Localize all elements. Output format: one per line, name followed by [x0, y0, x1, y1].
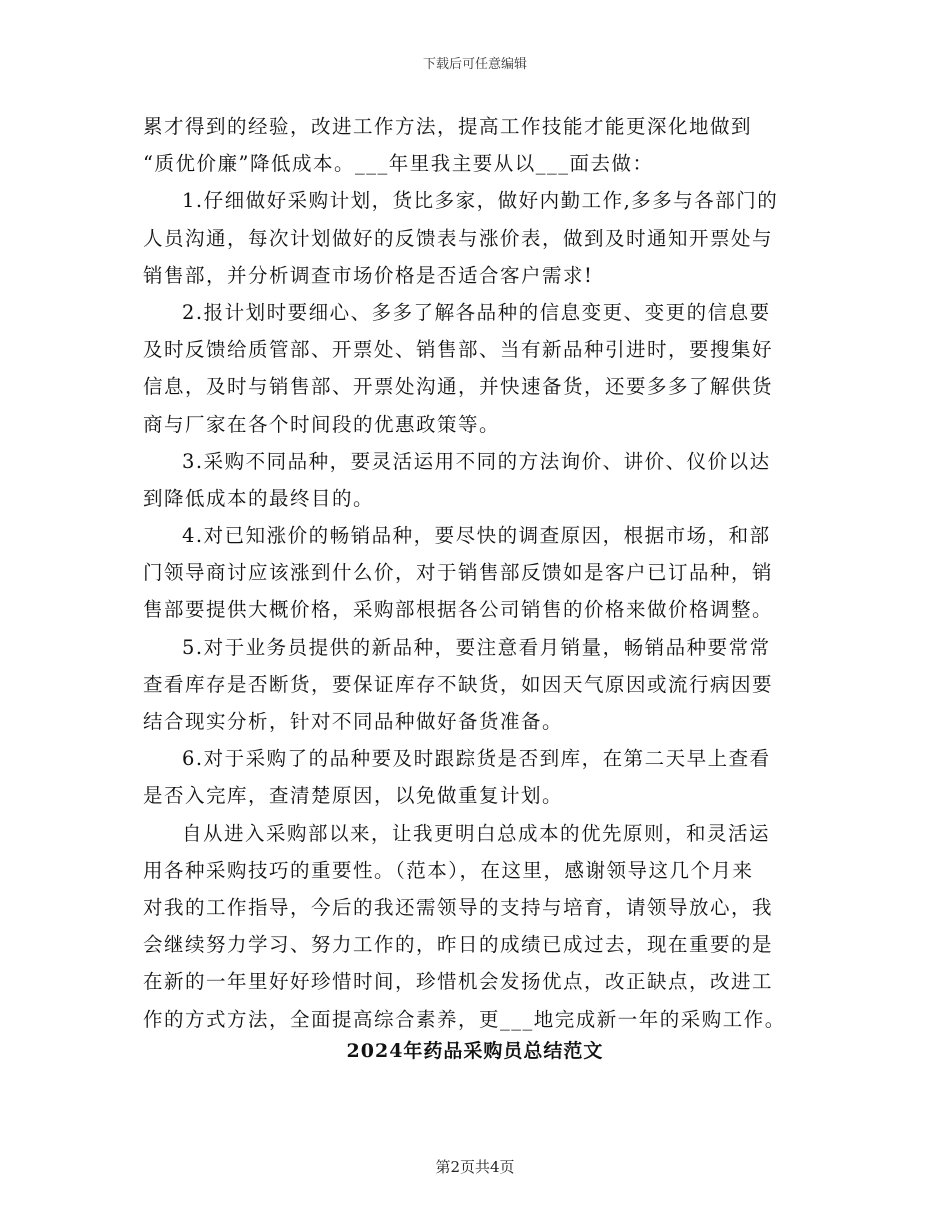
text-line: 在新的一年里好好珍惜时间，珍惜机会发扬优点，改正缺点，改进工: [143, 970, 774, 994]
text-line: 累才得到的经验，改进工作方法，提高工作技能才能更深化地做到: [143, 115, 753, 138]
text-line: 6.对于采购了的品种要及时跟踪货是否到库，在第二天早上查看: [182, 747, 771, 771]
text-line: 门领导商讨应该涨到什么价，对于销售部反馈如是客户已订品种，销: [143, 561, 774, 585]
text-line: 信息，及时与销售部、开票处沟通，并快速备货，还要多多了解供货: [143, 375, 774, 399]
text-line: 用各种采购技巧的重要性。（范本），在这里，感谢领导这几个月来: [143, 858, 754, 882]
text-line: 对我的工作指导，今后的我还需领导的支持与培育，请领导放心，我: [143, 895, 774, 919]
text-line: 自从进入采购部以来，让我更明白总成本的优先原则，和灵活运: [182, 821, 771, 845]
text-line: 到降低成本的最终目的。: [143, 486, 375, 510]
page-footer: 第2页共4页: [435, 1158, 515, 1176]
text-line: 4.对已知涨价的畅销品种，要尽快的调查原因，根据市场，和部: [182, 524, 771, 548]
text-line: 是否入完库，查清楚原因，以免做重复计划。: [143, 784, 564, 808]
text-line: 查看库存是否断货，要保证库存不缺货，如因天气原因或流行病因要: [143, 672, 774, 696]
text-line: 及时反馈给质管部、开票处、销售部、当有新品种引进时，要搜集好: [143, 338, 774, 362]
text-line: 2.报计划时要细心、多多了解各品种的信息变更、变更的信息要: [182, 300, 771, 324]
text-line: 人员沟通，每次计划做好的反馈表与涨价表，做到及时通知开票处与: [143, 226, 774, 250]
text-line: 售部要提供大概价格，采购部根据各公司销售的价格来做价格调整。: [143, 598, 774, 622]
text-line: “质优价廉”降低成本。___年里我主要从以___面去做：: [143, 152, 654, 176]
text-line: 销售部，并分析调查市场价格是否适合客户需求!: [143, 263, 594, 287]
text-line: 结合现实分析，针对不同品种做好备货准备。: [143, 710, 564, 733]
text-line: 1.仔细做好采购计划，货比多家，做好内勤工作,多多与各部门的: [182, 189, 779, 213]
text-line: 商与厂家在各个时间段的优惠政策等。: [143, 412, 501, 436]
text-line: 3.采购不同品种，要灵活运用不同的方法询价、讲价、仪价以达: [182, 449, 771, 473]
text-line: 作的方式方法，全面提高综合素养，更___地完成新一年的采购工作。: [143, 1007, 786, 1031]
document-body: [143, 108, 813, 1038]
text-line: 会继续努力学习、努力工作的，昨日的成绩已成过去，现在重要的是: [143, 933, 774, 957]
text-line: 5.对于业务员提供的新品种，要注意看月销量，畅销品种要常常: [182, 635, 771, 659]
section-title: 2024年药品采购员总结范文: [346, 1040, 604, 1062]
page-header: 下载后可任意编辑: [422, 57, 527, 72]
